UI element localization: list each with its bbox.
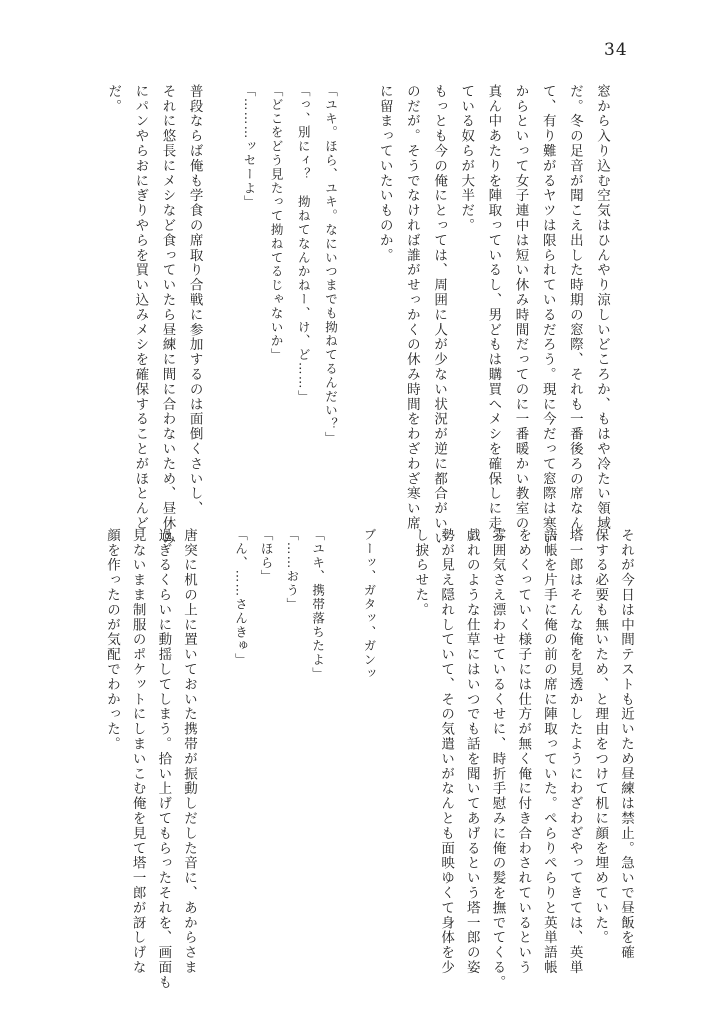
blank-column <box>195 528 221 948</box>
dialog-line: 「……おう」 <box>284 528 300 612</box>
text-column: 雰囲気さえ漂わせているくせに、時折手慰みに俺の髪を撫でてくる。 <box>489 528 506 990</box>
text-column: 真ん中あたりを陣取っているし、男どもは購買へメシを確保しに走っ <box>485 84 502 546</box>
text-column: それが今日は中間テストも近いため昼練は禁止。急いで昼飯を確 <box>618 528 634 961</box>
text-column: 勢が見え隠れしていて、その気遣いがなんとも面映ゆくて身体を少 <box>438 528 455 975</box>
text-column: だ。 <box>105 84 122 114</box>
text-column: 顔を作ったのが気配でわかった。 <box>103 528 120 752</box>
text-column: 戯れのような仕草にはいつでも話を聞いてあげるという塔一郎の姿 <box>463 528 480 975</box>
page-number: 34 <box>604 40 628 60</box>
text-column: て、有り難がるヤツは限られているだろう。現に今だって窓際は寒い <box>539 84 556 546</box>
blank-column <box>324 528 350 948</box>
text-column: 見ないまま制服のポケットにしまいこむ俺を見て塔一郎が訝しげな <box>129 528 146 975</box>
text-column: からといって女子連中は短い休み時間だってのに一番暖かい教室の <box>512 84 529 531</box>
dialog-line: 「ユキ、携帯落ちたよ」 <box>310 528 326 681</box>
dialog-line: 「ん、……さんきゅ」 <box>233 528 249 667</box>
dialog-line: 「ユキ。ほら、ユキ。なにいつまでも拗ねてるんだい？」 <box>323 84 339 446</box>
text-column: もっとも今の俺にとっては、周囲に人が少ない状況が逆に都合がいい <box>431 84 448 546</box>
text-column: 過ぎるくらいに動揺してしまう。拾い上げてもらったそれを、画面も <box>155 528 172 990</box>
text-column: に留まっていたいものか。 <box>376 84 393 263</box>
text-column: 普段ならば俺も学食の席取り合戦に参加するのは面倒くさいし、 <box>186 84 203 517</box>
blank-column <box>336 84 363 504</box>
text-column: 保する必要も無いため、と理由をつけて机に顔を埋めていた。 <box>592 528 609 946</box>
upper-text-block <box>92 84 610 546</box>
text-column: をめくっていく様子には仕方が無く俺に付き合わされているという <box>515 528 532 975</box>
dialog-line: 「………ッセーよ」 <box>241 84 257 210</box>
dialog-line: 「っ、別にィ？ 拗ねてなんかねー、け、ど……」 <box>296 84 312 404</box>
dialog-line: 「どこをどう見たって拗ねてるじゃないか」 <box>269 84 285 362</box>
lower-text-block <box>92 528 634 990</box>
text-column: 語帳を片手に俺の前の席に陣取っていた。ぺらりぺらりと英単語帳 <box>540 528 557 975</box>
text-column: 塔一郎はそんな俺を見透かしたようにわざわざやってきては、英単 <box>566 528 583 975</box>
text-column: 唐突に机の上に置いておいた携帯が振動しだした音に、あからさま <box>181 528 198 975</box>
text-column: ている奴らが大半だ。 <box>458 84 475 233</box>
blank-column <box>375 528 401 948</box>
sound-effect-line: ブーッ、ガタッ、ガンッ <box>361 528 377 681</box>
blank-column <box>201 84 228 504</box>
text-column: のだが。そうでなければ誰がせっかくの休み時間をわざわざ寒い席 <box>403 84 420 531</box>
dialog-line: 「ほら」 <box>259 528 275 584</box>
text-column: にパンやらおにぎりやらを買い込みメシを確保することがほとんど <box>132 84 149 531</box>
text-column: だ。冬の足音が聞こえ出した時期の窓際、それも一番後ろの席なん <box>566 84 583 531</box>
text-column: し捩らせた。 <box>412 528 429 618</box>
text-column: それに悠長にメシなど食っていたら昼練に間に合わないため、昼休み <box>159 84 176 546</box>
text-column: 窓から入り込む空気はひんやり涼しいどころか、もはや冷たい領域 <box>594 84 610 531</box>
